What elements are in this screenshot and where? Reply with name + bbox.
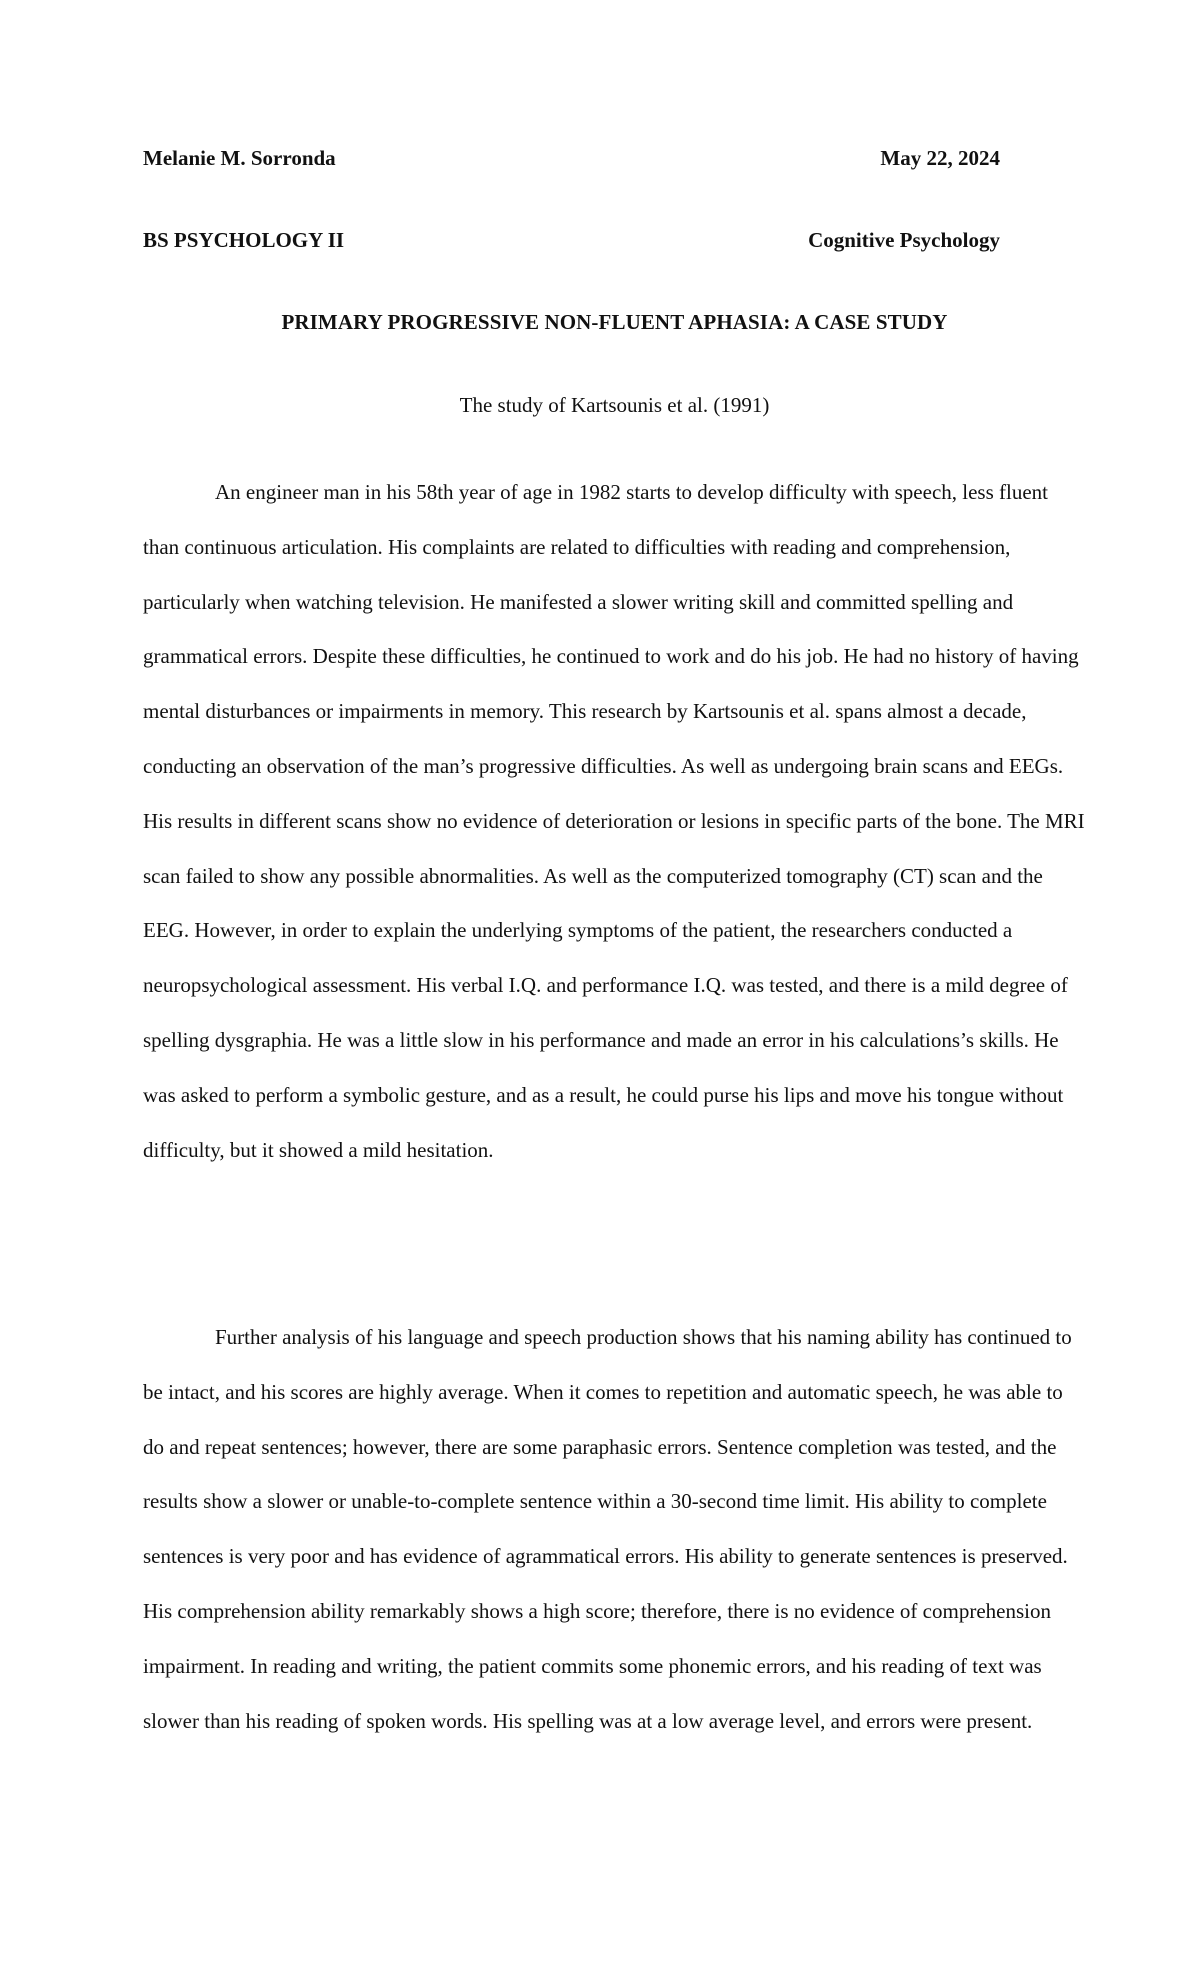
document-title: PRIMARY PROGRESSIVE NON-FLUENT APHASIA: A CASE STUDY (281, 310, 948, 334)
header-row-author-date (143, 146, 1000, 170)
body-paragraph-2: Further analysis of his language and speech production shows that his naming ability has continued to be intact, and his scores are highly average. When it comes to repetition and automatic speech, he was able to do and repeat sentences; however, there are some paraphasic errors. Sentence completion was tested, and the results show a slower or unable-to-complete sentence within a 30-second time limit. His ability to complete sentences is very poor and has evidence of agrammatical errors. His ability to generate sentences is preserved. His comprehension ability remarkably shows a high score; therefore, there is no evidence of comprehension impairment. In reading and writing, the patient commits some phonemic errors, and his reading of text was slower than his reading of spoken words. His spelling was at a low average level, and errors were present. (143, 1325, 1072, 1733)
body-paragraph-1: An engineer man in his 58th year of age in 1982 starts to develop difficulty with speech, less fluent than continuous articulation. His complaints are related to difficulties with reading and comprehension, particularly when watching television. He manifested a slower writing skill and committed spelling and grammatical errors. Despite these difficulties, he continued to work and do his job. He had no history of having mental disturbances or impairments in memory. This research by Kartsounis et al. spans almost a decade, conducting an observation of the man’s progressive difficulties. As well as undergoing brain scans and EEGs. His results in different scans show no evidence of deterioration or lesions in specific parts of the bone. The MRI scan failed to show any possible abnormalities. As well as the computerized tomography (CT) scan and the EEG. However, in order to explain the underlying symptoms of the patient, the researchers conducted a neuropsychological assessment. His verbal I.Q. and performance I.Q. was tested, and there is a mild degree of spelling dysgraphia. He was a little slow in his performance and made an error in his calculations’s skills. He was asked to perform a symbolic gesture, and as a result, he could purse his lips and move his tongue without difficulty, but it showed a mild hesitation. (143, 480, 1085, 1162)
course-name: BS PSYCHOLOGY II (143, 228, 345, 252)
author-name: Melanie M. Sorronda (143, 146, 336, 170)
subject-name: Cognitive Psychology (808, 228, 1000, 252)
header-row-course-subject (143, 228, 1000, 252)
document-subtitle: The study of Kartsounis et al. (1991) (459, 393, 770, 417)
document-date: May 22, 2024 (880, 146, 1000, 170)
